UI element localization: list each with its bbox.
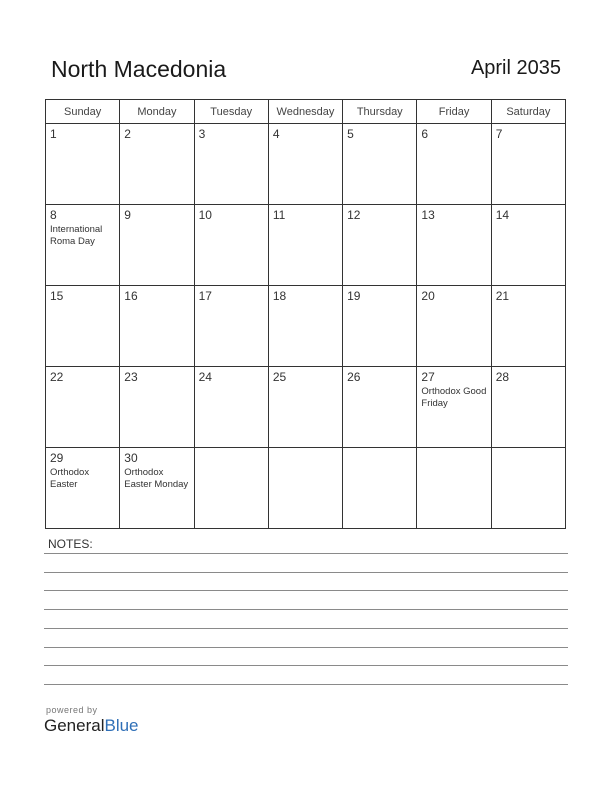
day-cell <box>46 448 120 529</box>
note-line <box>44 647 568 648</box>
week-row <box>46 124 566 205</box>
brand-general: General <box>44 716 105 735</box>
day-number: 17 <box>198 289 212 303</box>
day-cell <box>417 367 491 448</box>
day-cell <box>268 205 342 286</box>
day-number: 29 <box>50 451 64 465</box>
day-cell <box>417 448 491 529</box>
week-row <box>46 286 566 367</box>
day-number: 18 <box>272 289 287 303</box>
weekday-thursday: Thursday <box>343 100 417 124</box>
day-cell <box>417 205 491 286</box>
day-cell <box>194 205 268 286</box>
month-title: April 2035 <box>470 57 561 79</box>
day-number: 1 <box>50 127 57 141</box>
day-cell <box>194 448 268 529</box>
note-line <box>44 684 568 685</box>
country-title: North Macedonia <box>51 56 227 82</box>
day-cell <box>46 205 120 286</box>
day-number: 12 <box>347 208 361 222</box>
day-number: 26 <box>347 370 361 384</box>
day-number: 11 <box>272 208 286 222</box>
day-number: 25 <box>272 370 287 384</box>
week-row <box>46 367 566 448</box>
day-cell <box>343 205 417 286</box>
weekday-sunday: Sunday <box>46 100 120 124</box>
day-cell <box>268 124 342 205</box>
note-line <box>44 665 568 666</box>
day-number: 3 <box>198 127 206 141</box>
day-cell <box>120 286 194 367</box>
note-line <box>44 572 568 573</box>
day-number: 16 <box>124 289 138 303</box>
day-number: 19 <box>347 289 361 303</box>
day-number: 22 <box>50 370 64 384</box>
day-number: 2 <box>124 127 131 141</box>
notes-label: NOTES: <box>48 537 93 551</box>
calendar-body <box>46 124 566 529</box>
day-cell <box>46 286 120 367</box>
day-number: 4 <box>272 127 280 141</box>
holiday-label: Orthodox Easter Monday <box>124 467 189 490</box>
week-row <box>46 205 566 286</box>
day-number: 30 <box>124 451 138 465</box>
day-cell <box>268 448 342 529</box>
day-cell <box>120 367 194 448</box>
day-number: 5 <box>347 127 354 141</box>
note-line <box>44 590 568 591</box>
note-line <box>44 609 568 610</box>
day-number: 8 <box>50 208 57 222</box>
day-cell <box>46 124 120 205</box>
day-number: 24 <box>198 370 212 384</box>
day-number: 23 <box>124 370 138 384</box>
day-number: 13 <box>421 208 435 222</box>
weekday-wednesday: Wednesday <box>268 100 342 124</box>
weekday-friday: Friday <box>417 100 491 124</box>
day-number: 7 <box>495 127 503 141</box>
weekday-saturday: Saturday <box>491 100 565 124</box>
note-line <box>44 553 568 554</box>
day-cell <box>491 286 565 367</box>
weekday-tuesday: Tuesday <box>194 100 268 124</box>
day-cell <box>120 448 194 529</box>
day-cell <box>417 286 491 367</box>
note-line <box>44 628 568 629</box>
day-cell <box>268 286 342 367</box>
day-cell <box>343 367 417 448</box>
weekday-monday: Monday <box>120 100 194 124</box>
day-cell <box>491 367 565 448</box>
day-cell <box>194 124 268 205</box>
day-cell <box>417 124 491 205</box>
day-cell <box>194 367 268 448</box>
day-cell <box>491 448 565 529</box>
day-cell <box>491 124 565 205</box>
weekday-header-row <box>46 100 566 124</box>
day-number: 21 <box>495 289 510 303</box>
day-number: 20 <box>421 289 435 303</box>
holiday-label: Orthodox Good Friday <box>421 386 487 409</box>
powered-by-text: powered by <box>46 705 98 715</box>
day-number: 6 <box>421 127 429 141</box>
day-cell <box>194 286 268 367</box>
day-number: 10 <box>198 208 212 222</box>
day-number: 9 <box>124 208 131 222</box>
day-cell <box>120 205 194 286</box>
day-number: 14 <box>495 208 510 222</box>
day-number: 28 <box>495 370 510 384</box>
generalblue-logo <box>44 716 139 736</box>
day-cell <box>491 205 565 286</box>
day-number: 27 <box>421 370 435 384</box>
day-cell <box>120 124 194 205</box>
brand-blue: Blue <box>104 716 139 735</box>
holiday-label: International Roma Day <box>50 224 103 247</box>
day-cell <box>268 367 342 448</box>
calendar-grid <box>45 99 566 529</box>
holiday-label: Orthodox Easter <box>50 467 90 490</box>
day-cell <box>46 367 120 448</box>
day-number: 15 <box>50 289 64 303</box>
day-cell <box>343 286 417 367</box>
day-cell <box>343 124 417 205</box>
day-cell <box>343 448 417 529</box>
week-row <box>46 448 566 529</box>
